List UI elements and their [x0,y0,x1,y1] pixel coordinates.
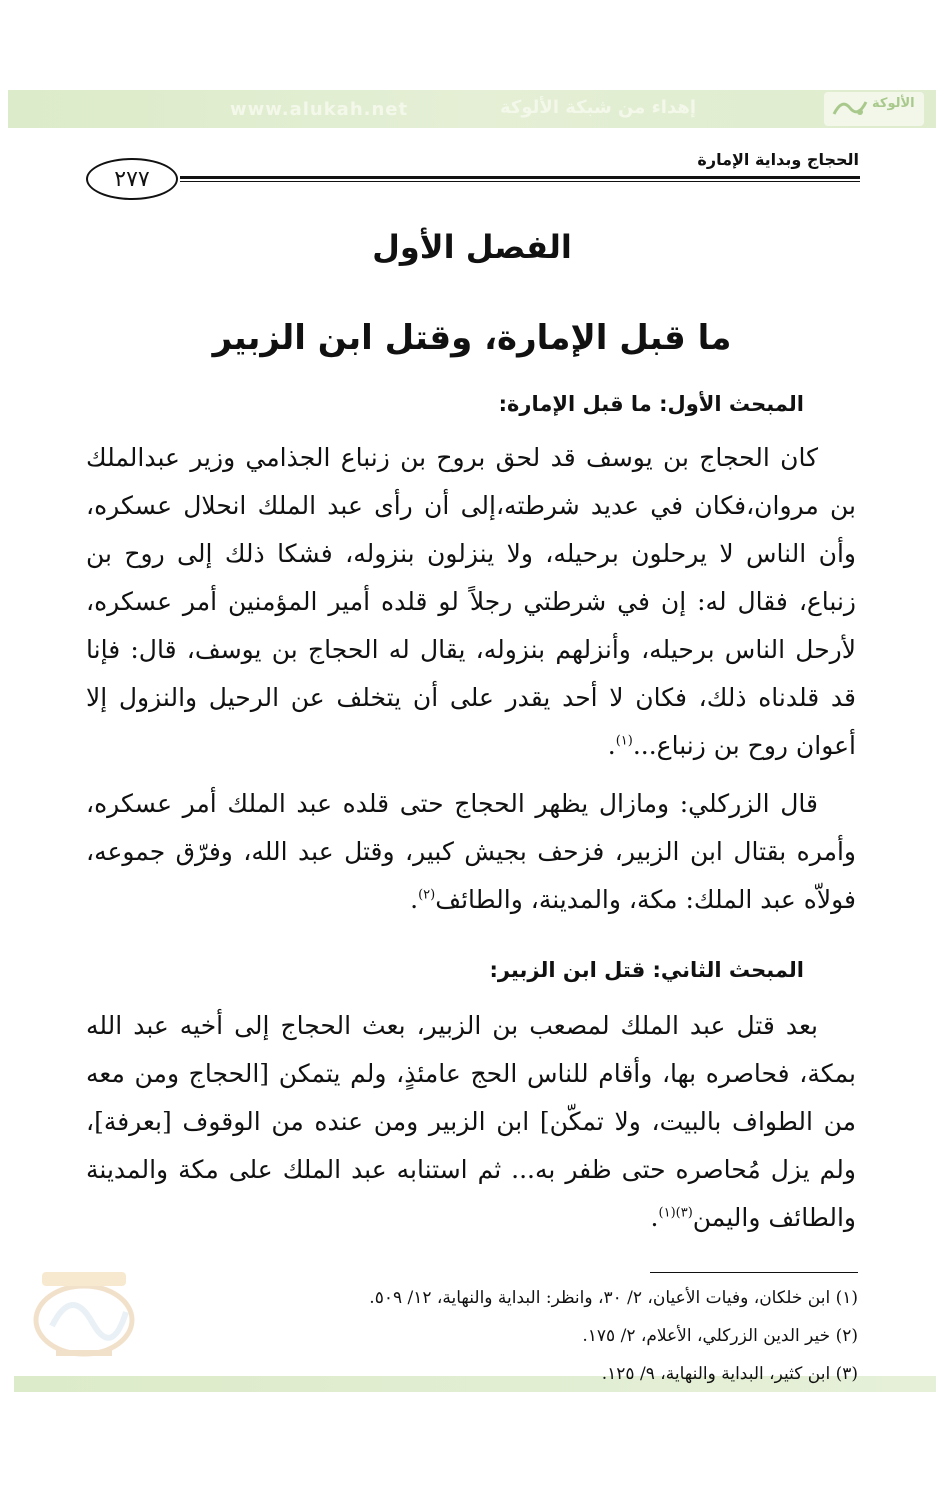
footnote-ref[interactable]: (٣)(١) [658,1205,693,1221]
running-head: الحجاج وبداية الإمارة [697,150,859,169]
page-number: ٢٧٧ [86,158,178,200]
paragraph-1-text: كان الحجاج بن يوسف قد لحق بروح بن زنباع الجذامي وزير عبدالملك بن مروان،فكان في عديد شرطته،إلى أن رأى عبد الملك انحلال عسكره، وأن الناس لا يرحلون برحيله، ولا ينزلون بنزوله، فشكا ذلك إلى روح بن زنباع، فقال له: إن في شرطتي رجلاً لو قلده أمير المؤمنين أمر عسكره، لأرحل الناس برحيله، وأنزلهم بنزوله، يقال له الحجاج بن يوسف، قال: فإنا قد قلدناه ذلك، فكان لا أحد يقدر على أن يتخلف عن الرحيل والنزول إلا أعوان روح بن زنباع... [86,443,856,760]
logo-text: الألوكة [872,96,915,111]
section-title: ما قبل الإمارة، وقتل ابن الزبير [212,318,732,358]
site-url[interactable]: www.alukah.net [230,99,409,120]
watermark-stamp-icon [22,1266,146,1362]
section-2-heading: المبحث الثاني: قتل ابن الزبير: [489,958,804,982]
footnote-1: (١) ابن خلكان، وفيات الأعيان، ٢/ ٣٠، وانظر: البداية والنهاية، ١٢/ ٥٠٩. [369,1288,858,1308]
section-1-heading: المبحث الأول: ما قبل الإمارة: [498,392,804,416]
footnote-rule [650,1272,858,1273]
header-banner [8,90,936,128]
paragraph-3-text: بعد قتل عبد الملك لمصعب بن الزبير، بعث الحجاج إلى أخيه عبد الله بمكة، فحاصره بها، وأقام للناس الحج عامئذٍ، ولم يتمكن [الحجاج ومن معه من الطواف بالبيت، ولا تمكّن] ابن الزبير ومن عنده من الوقوف [بعرفة]، ولم يزل مُحاصره حتى ظفر به... ثم استنابه عبد الملك على مكة والمدينة والطائف واليمن [86,1011,856,1232]
header-rule-thin [180,181,860,182]
footnote-ref[interactable]: (٢) [418,887,436,903]
paragraph-2 [86,780,856,924]
footnote-3: (٣) ابن كثير، البداية والنهاية، ٩/ ١٢٥. [601,1364,858,1384]
paragraph-3 [86,1002,856,1242]
paragraph-1-end: . [607,731,616,760]
logo-mark-icon [830,94,870,120]
paragraph-2-text: قال الزركلي: ومازال يظهر الحجاج حتى قلده عبد الملك أمر عسكره، وأمره بقتال ابن الزبير، فزحف بجيش كبير، وقتل عبد الله، وفرّق جموعه، فولاّه عبد الملك: مكة، والمدينة، والطائف [86,789,856,914]
paragraph-3-end: . [650,1203,659,1232]
chapter-title: الفصل الأول [372,228,572,266]
banner-tagline: إهداء من شبكة الألوكة [500,97,696,118]
header-rule [180,176,860,179]
footnote-2: (٢) خير الدين الزركلي، الأعلام، ٢/ ١٧٥. [582,1326,858,1346]
footnote-ref[interactable]: (١) [615,733,633,749]
paragraph-2-end: . [410,885,419,914]
alukah-logo[interactable] [824,92,924,126]
paragraph-1 [86,434,856,770]
